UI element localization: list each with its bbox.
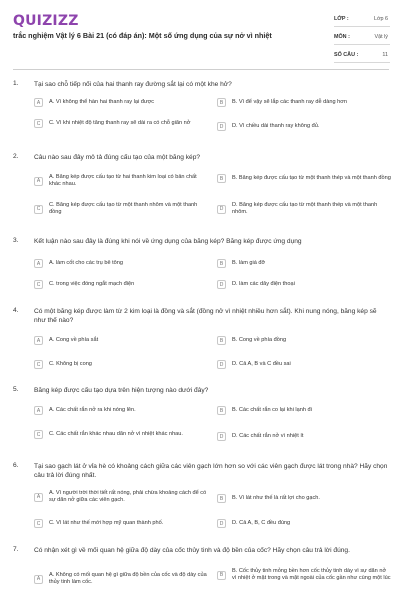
- option-text: B. Cong về phía đồng: [232, 337, 287, 343]
- question-number: 7.: [13, 546, 19, 553]
- option-text: A. Băng kép được cấu tạo từ hai thanh kim loại có bản chất khác nhau.: [49, 174, 197, 187]
- option-letter: D: [217, 519, 226, 528]
- option-letter: C: [34, 519, 43, 528]
- meta-key: LỚP :: [334, 16, 349, 22]
- option-text: B. Băng kép được cấu tạo từ một thanh thép và một thanh đồng: [232, 175, 391, 181]
- option-7b[interactable]: [217, 568, 392, 582]
- question-number: 3.: [13, 237, 19, 244]
- option-letter: C: [34, 119, 43, 128]
- option-text: C. Các chất rắn khác nhau dãn nở vì nhiệt khác nhau.: [49, 431, 183, 437]
- question-text: Có một băng kép được làm từ 2 kim loại là đồng và sắt (đồng nở vì nhiệt nhiều hơn sắt). Khi nung nóng, băng kép sẽ như thế nào?: [34, 308, 377, 324]
- option-letter: B: [217, 571, 226, 580]
- option-text: B. Các chất rắn co lại khi lạnh đi: [232, 407, 312, 413]
- option-text: C. Vì lát như thế mới hợp mỹ quan thành phố.: [49, 520, 164, 526]
- option-1c[interactable]: [34, 119, 209, 128]
- meta-key: SỐ CÂU :: [334, 52, 359, 58]
- option-text: D. làm các dây điện thoại: [232, 281, 295, 287]
- option-text: C. Không bị cong: [49, 361, 92, 367]
- option-letter: D: [217, 360, 226, 369]
- meta-row-grade: [334, 12, 390, 27]
- option-letter: B: [217, 336, 226, 345]
- option-text: A. làm cốt cho các trụ bê tông: [49, 260, 123, 266]
- meta-row-subject: [334, 30, 390, 45]
- option-letter: B: [217, 174, 226, 183]
- header-divider: [13, 69, 389, 70]
- option-text: C. Băng kép được cấu tạo từ một thanh nhôm và một thanh đồng: [49, 202, 198, 215]
- option-6b[interactable]: [217, 494, 392, 503]
- option-letter: A: [34, 336, 43, 345]
- option-1d[interactable]: [217, 122, 392, 131]
- option-7a[interactable]: [34, 572, 209, 586]
- option-text: A. Không có mối quan hệ gì giữa độ bền của cốc và độ dày của thủy tinh làm cốc.: [49, 572, 207, 585]
- option-letter: A: [34, 259, 43, 268]
- option-4c[interactable]: [34, 360, 209, 369]
- option-text: C. trong việc đóng ngắt mạch điện: [49, 281, 135, 287]
- quizizz-logo: QUIZIZZ: [13, 13, 79, 29]
- option-letter: B: [217, 98, 226, 107]
- question-number: 5.: [13, 386, 19, 393]
- option-text: D. Các chất rắn nở vì nhiệt ít: [232, 433, 304, 439]
- option-4b[interactable]: [217, 336, 392, 345]
- question-text: Tại sao gạch lát ở vỉa hè có khoảng cách giữa các viên gạch lớn hơn so với các viên gạch được lát trong nhà? Hãy chọn câu trả lời đúng nhất.: [34, 463, 388, 479]
- question-number: 2.: [13, 153, 19, 160]
- page-title: trắc nghiệm Vật lý 6 Bài 21 (có đáp án): Một số ứng dụng của sự nở vì nhiệt: [13, 31, 272, 40]
- meta-value: 11: [382, 52, 388, 58]
- question-text: Tại sao chỗ tiếp nối của hai thanh ray đường sắt lại có một khe hở?: [34, 81, 232, 88]
- option-letter: C: [34, 205, 43, 214]
- option-1a[interactable]: [34, 98, 209, 107]
- option-letter: C: [34, 430, 43, 439]
- option-letter: A: [34, 177, 43, 186]
- option-letter: D: [217, 205, 226, 214]
- option-6c[interactable]: [34, 519, 209, 528]
- option-letter: B: [217, 494, 226, 503]
- option-5a[interactable]: [34, 406, 209, 415]
- meta-info: [334, 12, 390, 66]
- question-text: Có nhận xét gì về mối quan hệ giữa độ dày của cốc thủy tinh và độ bền của cốc? Hãy chọn câu trả lời đúng.: [34, 547, 350, 554]
- option-6a[interactable]: [34, 490, 209, 504]
- option-5c[interactable]: [34, 430, 209, 439]
- option-6d[interactable]: [217, 519, 392, 528]
- option-text: B. làm giá đỡ: [232, 260, 266, 266]
- option-3a[interactable]: [34, 259, 209, 268]
- option-text: D. Vì chiều dài thanh ray không đủ.: [232, 123, 320, 129]
- option-text: C. Vì khi nhiệt độ tăng thanh ray sẽ dài ra có chỗ giãn nở: [49, 120, 191, 126]
- question-number: 1.: [13, 80, 19, 87]
- option-2b[interactable]: [217, 174, 392, 183]
- option-5b[interactable]: [217, 406, 392, 415]
- option-3c[interactable]: [34, 280, 209, 289]
- option-4a[interactable]: [34, 336, 209, 345]
- option-letter: C: [34, 280, 43, 289]
- option-text: B. Vì lát như thế là rất lợi cho gạch.: [232, 495, 320, 501]
- header: [0, 0, 400, 72]
- option-letter: B: [217, 406, 226, 415]
- option-text: D. Cả A, B, C đều đúng: [232, 520, 291, 526]
- option-letter: A: [34, 575, 43, 584]
- option-letter: D: [217, 122, 226, 131]
- question-text: Câu nào sau đây mô tả đúng cấu tạo của một băng kép?: [34, 154, 201, 161]
- meta-value: Lớp 6: [373, 16, 388, 22]
- option-letter: A: [34, 406, 43, 415]
- question-text: Băng kép được cấu tạo dựa trên hiện tượng nào dưới đây?: [34, 387, 209, 394]
- option-letter: A: [34, 98, 43, 107]
- option-text: D. Cả A, B và C đều sai: [232, 361, 291, 367]
- option-3b[interactable]: [217, 259, 392, 268]
- meta-row-count: [334, 48, 390, 63]
- meta-value: Vật lý: [374, 34, 388, 40]
- option-text: B. Cốc thủy tinh mỏng bền hơn cốc thủy tinh dày vì sự dãn nở vì nhiệt ở mặt trong và mặt ngoài của cốc gần như cùng một lúc: [232, 568, 391, 581]
- option-letter: B: [217, 259, 226, 268]
- option-text: A. Vì không thể hàn hai thanh ray lại được: [49, 99, 155, 105]
- option-4d[interactable]: [217, 360, 392, 369]
- option-2d[interactable]: [217, 202, 392, 216]
- option-5d[interactable]: [217, 432, 392, 441]
- option-text: D. Băng kép được cấu tạo từ một thanh thép và một thanh nhôm.: [232, 202, 378, 215]
- option-letter: C: [34, 360, 43, 369]
- option-1b[interactable]: [217, 98, 392, 107]
- option-letter: D: [217, 432, 226, 441]
- option-text: B. Vì để vậy sẽ lắp các thanh ray dễ dàng hơn: [232, 99, 347, 105]
- question-number: 4.: [13, 307, 19, 314]
- option-2c[interactable]: [34, 202, 209, 216]
- option-letter: A: [34, 493, 43, 502]
- option-text: A. Các chất rắn nở ra khi nóng lên.: [49, 407, 136, 413]
- meta-key: MÔN :: [334, 34, 350, 40]
- option-2a[interactable]: [34, 174, 209, 188]
- option-3d[interactable]: [217, 280, 392, 289]
- question-text: Kết luận nào sau đây là đúng khi nói về ứng dụng của băng kép? Băng kép được ứng dụng: [34, 238, 302, 245]
- option-text: A. Cong về phía sắt: [49, 337, 99, 343]
- question-number: 6.: [13, 462, 19, 469]
- option-letter: D: [217, 280, 226, 289]
- option-text: A. Vì người trời thời tiết rất nóng, phải chừa khoảng cách để có sự dãn nở giữa các viên gạch.: [49, 490, 207, 503]
